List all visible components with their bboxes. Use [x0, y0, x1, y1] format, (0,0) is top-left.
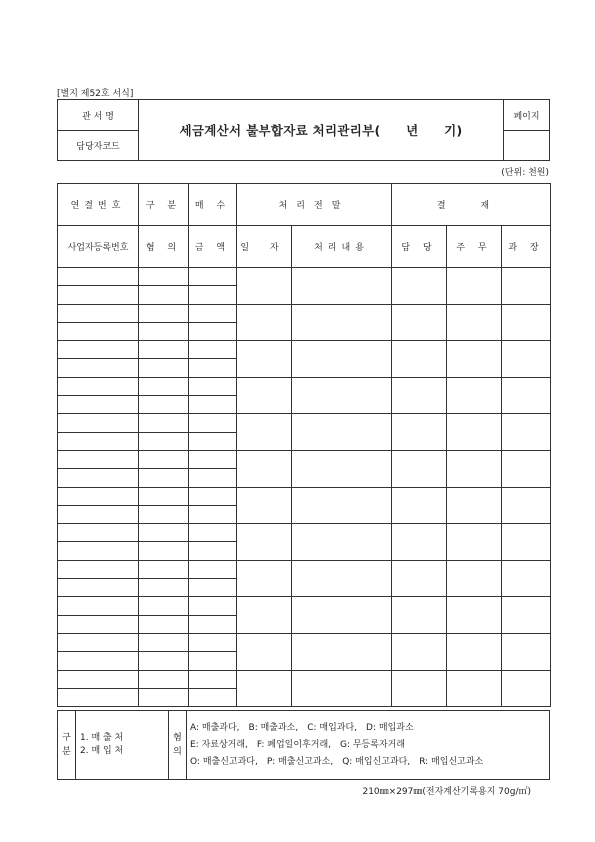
table-cell[interactable]: [139, 560, 189, 578]
col-consult: 혐 의: [139, 226, 189, 268]
paper-spec: 210㎜×297㎜(전자계산기록용지 70g/㎡): [362, 787, 531, 797]
table-cell[interactable]: [139, 359, 189, 377]
office-name-label: 관 서 명: [58, 100, 139, 131]
table-cell[interactable]: [58, 469, 139, 487]
table-cell[interactable]: [292, 597, 392, 634]
table-cell[interactable]: [58, 505, 139, 523]
table-cell[interactable]: [58, 633, 139, 651]
table-cell[interactable]: [58, 268, 139, 286]
table-cell[interactable]: [139, 615, 189, 633]
table-cell[interactable]: [447, 268, 502, 305]
legend-codes-line-1: A: 매출과다, B: 매출과소, C: 매입과다, D: 매입과소: [190, 722, 414, 733]
table-cell[interactable]: [502, 268, 551, 305]
table-cell[interactable]: [292, 524, 392, 561]
table-cell[interactable]: [189, 268, 237, 286]
table-cell[interactable]: [139, 322, 189, 340]
header-table: [57, 99, 550, 161]
table-cell[interactable]: [189, 286, 237, 304]
table-cell[interactable]: [189, 487, 237, 505]
ledger-rows: [58, 268, 551, 707]
table-cell[interactable]: [139, 633, 189, 651]
table-cell[interactable]: [189, 377, 237, 395]
table-row: [58, 487, 551, 505]
table-cell[interactable]: [392, 670, 447, 707]
table-row: [58, 450, 551, 468]
table-cell[interactable]: [58, 560, 139, 578]
table-cell[interactable]: [139, 542, 189, 560]
table-cell[interactable]: [189, 615, 237, 633]
table-cell[interactable]: [189, 414, 237, 432]
table-cell[interactable]: [392, 487, 447, 524]
table-cell[interactable]: [189, 322, 237, 340]
table-cell[interactable]: [502, 524, 551, 561]
table-cell[interactable]: [447, 524, 502, 561]
table-cell[interactable]: [447, 304, 502, 341]
table-cell[interactable]: [392, 341, 447, 378]
table-cell[interactable]: [189, 341, 237, 359]
table-cell[interactable]: [189, 579, 237, 597]
table-row: [58, 597, 551, 615]
page-number-cell[interactable]: [504, 131, 550, 161]
table-cell[interactable]: [189, 505, 237, 523]
col-count: 매 수: [189, 184, 237, 226]
table-cell[interactable]: [189, 633, 237, 651]
table-cell[interactable]: [447, 341, 502, 378]
table-cell[interactable]: [502, 450, 551, 487]
table-cell[interactable]: [392, 450, 447, 487]
table-row: [58, 304, 551, 322]
table-cell[interactable]: [292, 633, 392, 670]
table-cell[interactable]: [237, 304, 292, 341]
col-link-no: 연결번호: [58, 184, 139, 226]
table-cell[interactable]: [502, 377, 551, 414]
legend-codes: [187, 711, 550, 780]
table-cell[interactable]: [139, 268, 189, 286]
col-chief: 주 무: [447, 226, 502, 268]
table-cell[interactable]: [139, 304, 189, 322]
table-cell[interactable]: [292, 450, 392, 487]
legend-codes-line-3: O: 매출신고과다, P: 매출신고과소, Q: 매입신고과다, R: 매입신고과소: [190, 756, 484, 767]
table-cell[interactable]: [189, 304, 237, 322]
table-cell[interactable]: [139, 652, 189, 670]
table-cell[interactable]: [237, 597, 292, 634]
table-cell[interactable]: [189, 396, 237, 414]
table-cell[interactable]: [447, 414, 502, 451]
table-cell[interactable]: [292, 268, 392, 305]
table-cell[interactable]: [502, 414, 551, 451]
table-cell[interactable]: [447, 560, 502, 597]
legend-type-purchase: 2. 매 입 처: [80, 746, 124, 756]
col-content: 처리내용: [292, 226, 392, 268]
table-cell[interactable]: [392, 268, 447, 305]
col-biz-reg-no: 사업자등록번호: [58, 226, 139, 268]
table-cell[interactable]: [292, 487, 392, 524]
table-cell[interactable]: [189, 542, 237, 560]
table-cell[interactable]: [58, 286, 139, 304]
table-cell[interactable]: [58, 414, 139, 432]
table-cell[interactable]: [392, 377, 447, 414]
table-cell[interactable]: [139, 487, 189, 505]
legend-category-label: 구 분: [58, 711, 76, 780]
table-cell[interactable]: [139, 414, 189, 432]
table-cell[interactable]: [502, 633, 551, 670]
table-row: [58, 670, 551, 688]
table-cell[interactable]: [392, 414, 447, 451]
table-cell[interactable]: [237, 341, 292, 378]
table-cell[interactable]: [392, 633, 447, 670]
legend-types: [76, 711, 169, 780]
legend-consult-label: 혐 의: [169, 711, 187, 780]
page-label: 페이지: [504, 100, 550, 131]
table-cell[interactable]: [447, 450, 502, 487]
table-cell[interactable]: [447, 597, 502, 634]
document-title: 세금계산서 불부합자료 처리관리부( 년 기): [139, 100, 504, 161]
table-cell[interactable]: [58, 432, 139, 450]
unit-label: (단위: 천원): [501, 168, 549, 178]
table-cell[interactable]: [58, 688, 139, 706]
legend-codes-line-2: E: 자료상거래, F: 폐업일이후거래, G: 무등록자거래: [190, 739, 406, 750]
table-cell[interactable]: [58, 597, 139, 615]
table-cell[interactable]: [189, 359, 237, 377]
table-cell[interactable]: [139, 579, 189, 597]
col-approval: 결 재: [392, 184, 551, 226]
table-row: [58, 560, 551, 578]
table-cell[interactable]: [502, 597, 551, 634]
table-row: [58, 414, 551, 432]
col-in-charge: 담 당: [392, 226, 447, 268]
legend-table: [57, 710, 550, 780]
table-cell[interactable]: [58, 341, 139, 359]
table-row: [58, 377, 551, 395]
col-manager: 과 장: [502, 226, 551, 268]
table-cell[interactable]: [237, 487, 292, 524]
table-cell[interactable]: [58, 542, 139, 560]
table-cell[interactable]: [139, 524, 189, 542]
officer-code-label: 담당자코드: [58, 131, 139, 161]
table-cell[interactable]: [189, 688, 237, 706]
table-row: [58, 633, 551, 651]
table-cell[interactable]: [237, 633, 292, 670]
table-cell[interactable]: [139, 396, 189, 414]
table-cell[interactable]: [447, 633, 502, 670]
table-cell[interactable]: [292, 341, 392, 378]
table-cell[interactable]: [58, 396, 139, 414]
table-cell[interactable]: [502, 670, 551, 707]
table-cell[interactable]: [139, 450, 189, 468]
legend-type-sales: 1. 매 출 처: [80, 733, 124, 743]
table-cell[interactable]: [58, 487, 139, 505]
table-cell[interactable]: [58, 524, 139, 542]
form-number-label: [별지 제52호 서식]: [57, 89, 134, 99]
table-cell[interactable]: [392, 560, 447, 597]
table-cell[interactable]: [292, 670, 392, 707]
table-cell[interactable]: [139, 597, 189, 615]
table-cell[interactable]: [392, 524, 447, 561]
table-cell[interactable]: [392, 597, 447, 634]
table-row: [58, 341, 551, 359]
table-cell[interactable]: [139, 670, 189, 688]
table-cell[interactable]: [447, 670, 502, 707]
table-cell[interactable]: [139, 688, 189, 706]
table-row: [58, 524, 551, 542]
table-row: [58, 268, 551, 286]
table-cell[interactable]: [58, 450, 139, 468]
table-cell[interactable]: [237, 377, 292, 414]
table-cell[interactable]: [392, 304, 447, 341]
col-processing: 처리전말: [237, 184, 392, 226]
table-cell[interactable]: [292, 560, 392, 597]
table-cell[interactable]: [237, 268, 292, 305]
table-cell[interactable]: [502, 304, 551, 341]
table-cell[interactable]: [139, 469, 189, 487]
table-cell[interactable]: [189, 670, 237, 688]
table-cell[interactable]: [139, 341, 189, 359]
table-cell[interactable]: [189, 524, 237, 542]
table-cell[interactable]: [58, 304, 139, 322]
table-cell[interactable]: [502, 560, 551, 597]
table-cell[interactable]: [139, 432, 189, 450]
table-cell[interactable]: [139, 505, 189, 523]
table-cell[interactable]: [58, 322, 139, 340]
table-cell[interactable]: [237, 560, 292, 597]
table-cell[interactable]: [237, 414, 292, 451]
table-cell[interactable]: [447, 377, 502, 414]
table-cell[interactable]: [189, 560, 237, 578]
table-cell[interactable]: [502, 487, 551, 524]
table-cell[interactable]: [502, 341, 551, 378]
table-cell[interactable]: [237, 450, 292, 487]
table-cell[interactable]: [189, 597, 237, 615]
table-cell[interactable]: [189, 432, 237, 450]
table-cell[interactable]: [139, 286, 189, 304]
table-cell[interactable]: [58, 670, 139, 688]
ledger-table: [57, 183, 551, 707]
table-cell[interactable]: [189, 652, 237, 670]
col-date: 일 자: [237, 226, 292, 268]
table-cell[interactable]: [292, 414, 392, 451]
table-cell[interactable]: [58, 377, 139, 395]
table-cell[interactable]: [292, 304, 392, 341]
table-cell[interactable]: [237, 524, 292, 561]
table-cell[interactable]: [58, 652, 139, 670]
table-cell[interactable]: [58, 359, 139, 377]
table-cell[interactable]: [189, 469, 237, 487]
table-cell[interactable]: [237, 670, 292, 707]
table-cell[interactable]: [447, 487, 502, 524]
table-cell[interactable]: [58, 579, 139, 597]
table-cell[interactable]: [58, 615, 139, 633]
col-amount: 금 액: [189, 226, 237, 268]
table-cell[interactable]: [292, 377, 392, 414]
col-category: 구 분: [139, 184, 189, 226]
table-cell[interactable]: [189, 450, 237, 468]
table-cell[interactable]: [139, 377, 189, 395]
